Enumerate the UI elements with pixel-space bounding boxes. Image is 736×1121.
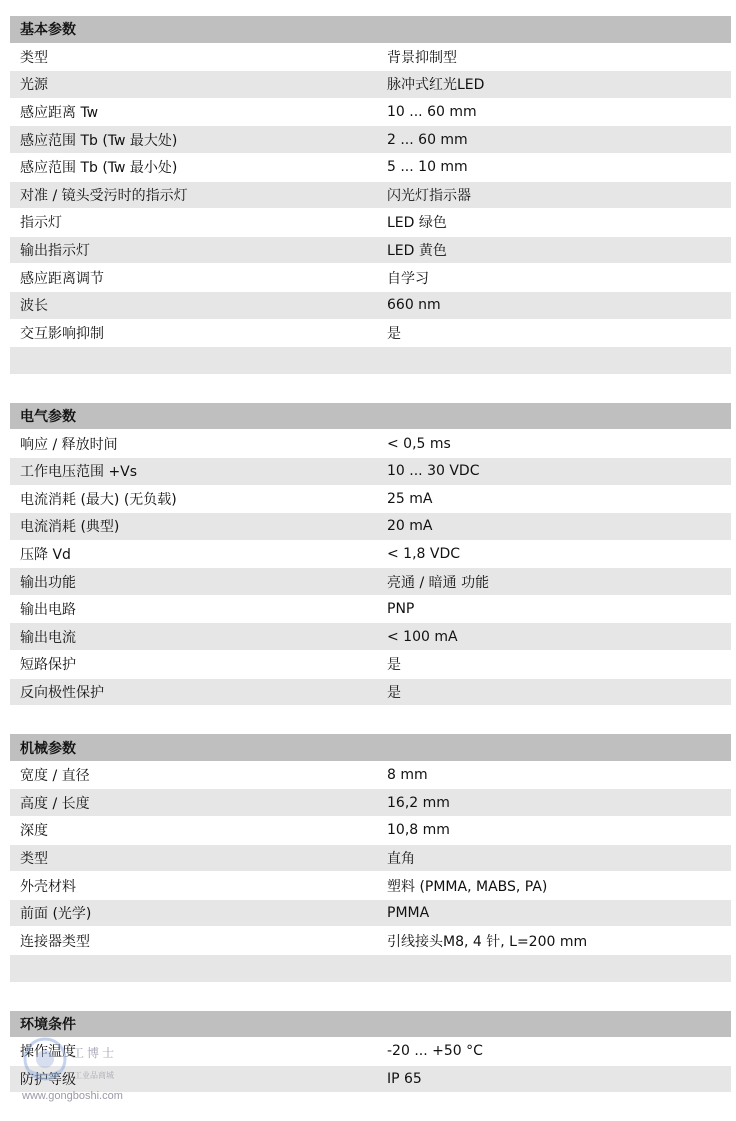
param-label: 防护等级 <box>20 1072 76 1089</box>
param-label: 输出电流 <box>20 629 76 646</box>
param-label: 感应范围 Tb (Tw 最大处) <box>20 132 178 149</box>
param-label: 指示灯 <box>20 215 62 232</box>
param-value: IP 65 <box>387 1071 422 1088</box>
table-row <box>10 623 731 651</box>
param-value: 闪光灯指示器 <box>387 187 471 204</box>
section-header <box>10 1011 731 1039</box>
param-value: < 0,5 ms <box>387 435 451 452</box>
param-value: 8 mm <box>387 767 428 784</box>
param-value: 660 nm <box>387 297 441 314</box>
param-label: 深度 <box>20 823 48 840</box>
table-row <box>10 845 731 873</box>
param-value: 直角 <box>387 850 415 867</box>
param-label: 输出电路 <box>20 602 76 619</box>
param-label: 外壳材料 <box>20 878 76 895</box>
table-row <box>10 154 731 182</box>
param-label: 波长 <box>20 298 48 315</box>
param-value: 10,8 mm <box>387 822 450 839</box>
table-row <box>10 679 731 707</box>
param-label: 交互影响抑制 <box>20 325 104 342</box>
param-value: 10 ... 60 mm <box>387 104 477 121</box>
param-label: 输出功能 <box>20 574 76 591</box>
param-label: 电流消耗 (最大) (无负载) <box>20 491 177 508</box>
table-row <box>10 762 731 790</box>
param-label: 连接器类型 <box>20 933 90 950</box>
param-value: PMMA <box>387 905 430 922</box>
table-row <box>10 541 731 569</box>
param-value: 是 <box>387 325 401 342</box>
table-row <box>10 182 731 210</box>
table-row <box>10 320 731 348</box>
watermark-url[interactable]: www.gongboshi.com <box>22 1090 123 1102</box>
param-label: 响应 / 释放时间 <box>20 436 118 453</box>
table-row <box>10 292 731 320</box>
param-value: < 1,8 VDC <box>387 545 461 562</box>
param-value: 自学习 <box>387 270 429 287</box>
param-value: LED 黄色 <box>387 243 447 260</box>
section-title: 基本参数 <box>20 22 76 39</box>
table-row <box>10 99 731 127</box>
param-value: -20 ... +50 °C <box>387 1043 483 1060</box>
param-label: 对准 / 镜头受污时的指示灯 <box>20 187 188 204</box>
section-header <box>10 16 731 44</box>
param-value: 亮通 / 暗通 功能 <box>387 574 490 591</box>
table-row <box>10 209 731 237</box>
param-label: 光源 <box>20 77 48 94</box>
spacer-row <box>10 347 731 375</box>
param-value: 是 <box>387 657 401 674</box>
watermark-name: 工博士 <box>72 1046 118 1060</box>
table-row <box>10 44 731 72</box>
param-label: 类型 <box>20 49 48 66</box>
table-row <box>10 872 731 900</box>
section-title: 环境条件 <box>20 1016 76 1033</box>
param-value: 16,2 mm <box>387 794 450 811</box>
param-value: 5 ... 10 mm <box>387 159 468 176</box>
table-row <box>10 513 731 541</box>
section-environment <box>10 1011 731 1094</box>
table-row <box>10 596 731 624</box>
table-row <box>10 71 731 99</box>
section-header <box>10 734 731 762</box>
param-label: 前面 (光学) <box>20 906 92 923</box>
param-label: 感应距离调节 <box>20 270 104 287</box>
param-value: 25 mA <box>387 490 433 507</box>
param-label: 高度 / 长度 <box>20 795 90 812</box>
section-mechanical <box>10 734 731 982</box>
table-row <box>10 126 731 154</box>
section-header <box>10 403 731 431</box>
param-value: 20 mA <box>387 518 433 535</box>
param-label: 工作电压范围 +Vs <box>20 464 138 481</box>
table-row <box>10 817 731 845</box>
param-value: 脉冲式红光LED <box>387 77 485 94</box>
table-row <box>10 651 731 679</box>
spacer-row <box>10 955 731 983</box>
table-row <box>10 486 731 514</box>
param-value: < 100 mA <box>387 628 458 645</box>
param-value: 塑料 (PMMA, MABS, PA) <box>387 878 548 895</box>
section-title: 电气参数 <box>20 409 76 426</box>
param-value: 背景抑制型 <box>387 49 457 66</box>
table-row <box>10 789 731 817</box>
param-label: 类型 <box>20 850 48 867</box>
param-value: 2 ... 60 mm <box>387 131 468 148</box>
table-row <box>10 264 731 292</box>
section-basic <box>10 16 731 375</box>
param-label: 反向极性保护 <box>20 684 104 701</box>
param-value: LED 绿色 <box>387 215 447 232</box>
param-value: PNP <box>387 601 415 618</box>
spec-table <box>10 16 731 1121</box>
param-value: 引线接头M8, 4 针, L=200 mm <box>387 933 588 950</box>
param-label: 输出指示灯 <box>20 243 90 260</box>
table-row <box>10 568 731 596</box>
table-row <box>10 1066 731 1094</box>
table-row <box>10 1038 731 1066</box>
table-row <box>10 237 731 265</box>
param-value: 10 ... 30 VDC <box>387 463 480 480</box>
table-row <box>10 458 731 486</box>
section-electrical <box>10 403 731 707</box>
param-label: 短路保护 <box>20 657 76 674</box>
table-row <box>10 430 731 458</box>
watermark-subtitle: 工业品商城 <box>74 1071 114 1080</box>
param-label: 操作温度 <box>20 1044 76 1061</box>
table-row <box>10 927 731 955</box>
param-label: 宽度 / 直径 <box>20 768 90 785</box>
param-label: 感应范围 Tb (Tw 最小处) <box>20 160 178 177</box>
param-label: 感应距离 Tw <box>20 105 99 122</box>
param-label: 压降 Vd <box>20 546 71 563</box>
param-label: 电流消耗 (典型) <box>20 519 120 536</box>
table-row <box>10 900 731 928</box>
param-value: 是 <box>387 684 401 701</box>
section-title: 机械参数 <box>20 740 76 757</box>
